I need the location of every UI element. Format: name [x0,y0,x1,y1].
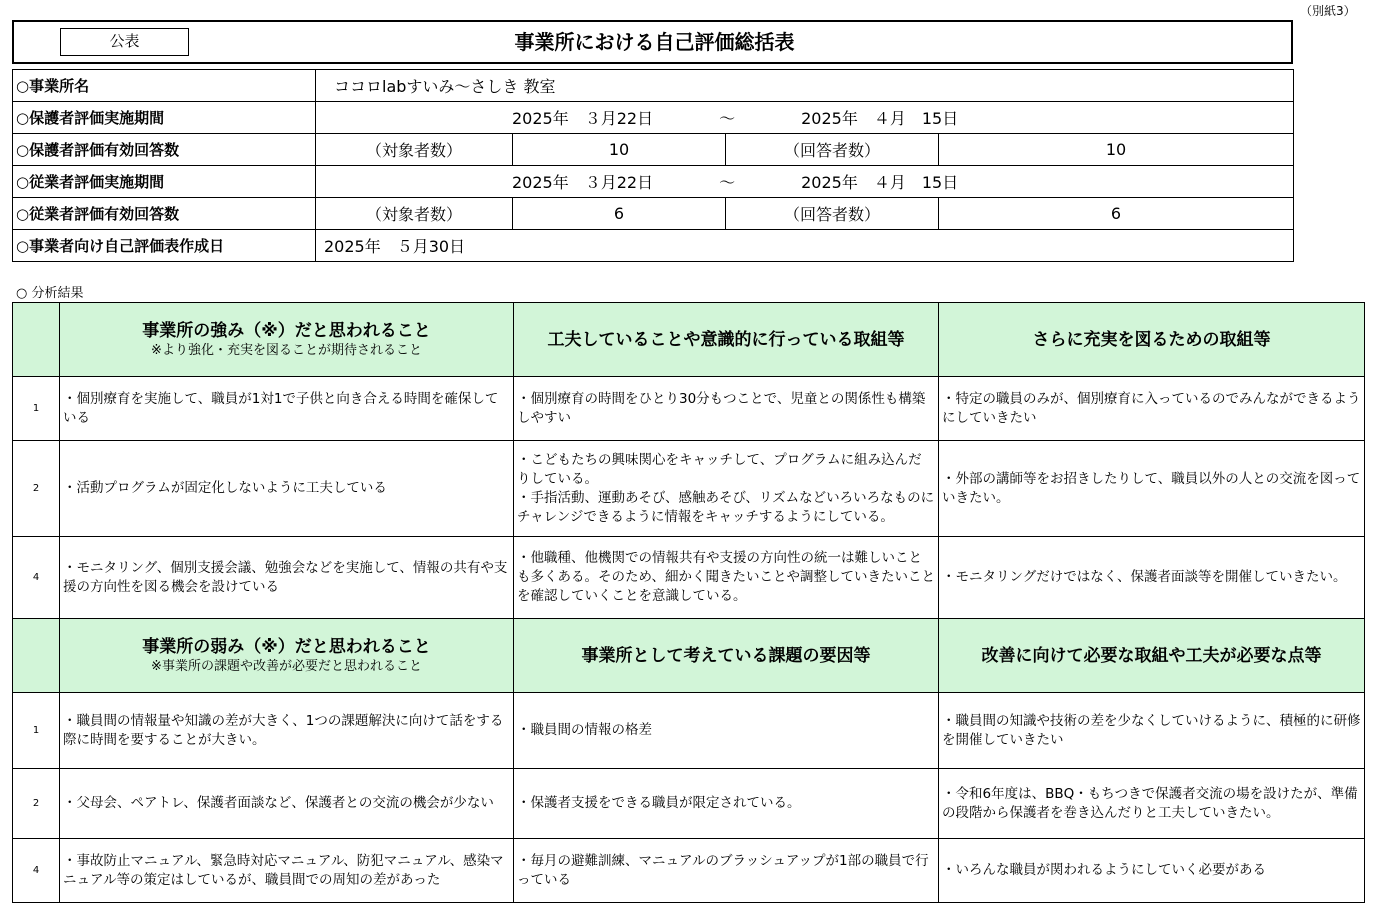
row-number: 1 [13,377,60,441]
weaknesses-header-col2-text: 事業所として考えている課題の要因等 [581,645,871,666]
effort-line: ・手指活動、運動あそび、感触あそび、リズムなどいろいろなものにチャレンジできるように情報をキャッチするようにしている。 [517,489,935,525]
table-row [13,839,1365,903]
office-value: ココロlabすいみ～さしき 教室 [316,70,1294,102]
guardian-count-row [13,134,1294,166]
weakness-cell: ・父母会、ペアトレ、保護者面談など、保護者との交流の機会が少ない [60,769,514,839]
weaknesses-header-col3-text: 改善に向けて必要な取組や工夫が必要な点等 [981,645,1322,666]
improve-cell: ・いろんな職員が関われるようにしていく必要がある [939,839,1365,903]
cause-cell: ・毎月の避難訓練、マニュアルのブラッシュアップが1部の職員で行っている [514,839,939,903]
staff-period-end: 2025年 ４月 15日 [801,173,959,192]
guardian-respond-value: 10 [939,134,1294,166]
weaknesses-header-col3 [939,619,1365,693]
strengths-header-col3-text: さらに充実を図るための取組等 [1032,329,1271,350]
guardian-target-label: （対象者数） [316,134,513,166]
weaknesses-header-col1-main: 事業所の弱み（※）だと思われること [142,637,431,657]
results-table [12,302,1365,903]
strengths-header-col1-main: 事業所の強み（※）だと思われること [142,321,431,341]
strengths-header-col3 [939,303,1365,377]
effort-cell: ・他職種、他機関での情報共有や支援の方向性の統一は難しいことも多くある。そのため、細かく聞きたいことや調整していきたいことを確認していくことを意識している。 [514,537,939,619]
staff-respond-value: 6 [939,198,1294,230]
guardian-period-sep: ～ [719,109,736,128]
staff-period-value [316,166,1294,198]
guardian-count-label: ○保護者評価有効回答数 [13,134,316,166]
public-badge: 公表 [60,28,189,56]
office-row [13,70,1294,102]
staff-target-value: 6 [513,198,726,230]
staff-count-label: ○従業者評価有効回答数 [13,198,316,230]
cause-cell: ・保護者支援をできる職員が限定されている。 [514,769,939,839]
analysis-label: ○ 分析結果 [16,286,84,301]
row-number: 4 [13,839,60,903]
weaknesses-header-col2 [514,619,939,693]
table-row [13,441,1365,537]
created-value: 2025年 ５月30日 [316,230,1294,262]
enhance-cell: ・特定の職員のみが、個別療育に入っているのでみんなができるようにしていきたい [939,377,1365,441]
guardian-target-value: 10 [513,134,726,166]
effort-cell [514,441,939,537]
strength-cell: ・モニタリング、個別支援会議、勉強会などを実施して、情報の共有や支援の方向性を図る機会を設けている [60,537,514,619]
strengths-header-col1 [60,303,514,377]
info-table [12,69,1294,262]
title-box [12,20,1293,64]
strengths-header-col2-text: 工夫していることや意識的に行っている取組等 [547,329,905,350]
strength-cell: ・活動プログラムが固定化しないように工夫している [60,441,514,537]
improve-cell: ・職員間の知識や技術の差を少なくしていけるように、積極的に研修を開催していきたい [939,693,1365,769]
weaknesses-header-row [13,619,1365,693]
table-row [13,377,1365,441]
effort-line: ・こどもたちの興味関心をキャッチして、プログラムに組み込んだりしている。 [517,451,922,487]
staff-period-start: 2025年 ３月22日 [512,173,654,192]
weaknesses-header-col1-sub: ※事業所の課題や改善が必要だと思われること [151,659,422,674]
weaknesses-header-col1 [60,619,514,693]
weakness-cell: ・職員間の情報量や知識の差が大きく、1つの課題解決に向けて話をする際に時間を要することが大きい。 [60,693,514,769]
row-number: 4 [13,537,60,619]
enhance-cell: ・モニタリングだけではなく、保護者面談等を開催していきたい。 [939,537,1365,619]
staff-period-label: ○従業者評価実施期間 [13,166,316,198]
strength-cell: ・個別療育を実施して、職員が1対1で子供と向き合える時間を確保している [60,377,514,441]
guardian-period-end: 2025年 ４月 15日 [801,109,959,128]
table-row [13,693,1365,769]
enhance-cell: ・外部の講師等をお招きしたりして、職員以外の人との交流を図っていきたい。 [939,441,1365,537]
guardian-period-start: 2025年 ３月22日 [512,109,654,128]
weaknesses-header-num [13,619,60,693]
guardian-period-value [316,102,1294,134]
row-number: 2 [13,441,60,537]
improve-cell: ・令和6年度は、BBQ・もちつきで保護者交流の場を設けたが、準備の段階から保護者を巻き込んだりと工夫していきたい。 [939,769,1365,839]
table-row [13,537,1365,619]
created-row [13,230,1294,262]
cause-cell: ・職員間の情報の格差 [514,693,939,769]
guardian-period-row [13,102,1294,134]
office-label: ○事業所名 [13,70,316,102]
row-number: 2 [13,769,60,839]
table-row [13,769,1365,839]
staff-count-row [13,198,1294,230]
corner-note: （別紙3） [1300,4,1356,18]
strengths-header-row [13,303,1365,377]
page-title: 事業所における自己評価総括表 [514,30,795,54]
row-number: 1 [13,693,60,769]
created-label: ○事業者向け自己評価表作成日 [13,230,316,262]
staff-target-label: （対象者数） [316,198,513,230]
strengths-header-num [13,303,60,377]
guardian-period-label: ○保護者評価実施期間 [13,102,316,134]
staff-period-sep: ～ [719,173,736,192]
effort-cell: ・個別療育の時間をひとり30分もつことで、児童との関係性も構築しやすい [514,377,939,441]
staff-period-row [13,166,1294,198]
strengths-header-col1-sub: ※より強化・充実を図ることが期待されること [151,343,422,358]
guardian-respond-label: （回答者数） [726,134,939,166]
strengths-header-col2 [514,303,939,377]
staff-respond-label: （回答者数） [726,198,939,230]
weakness-cell: ・事故防止マニュアル、緊急時対応マニュアル、防犯マニュアル、感染マニュアル等の策定はしているが、職員間での周知の差があった [60,839,514,903]
